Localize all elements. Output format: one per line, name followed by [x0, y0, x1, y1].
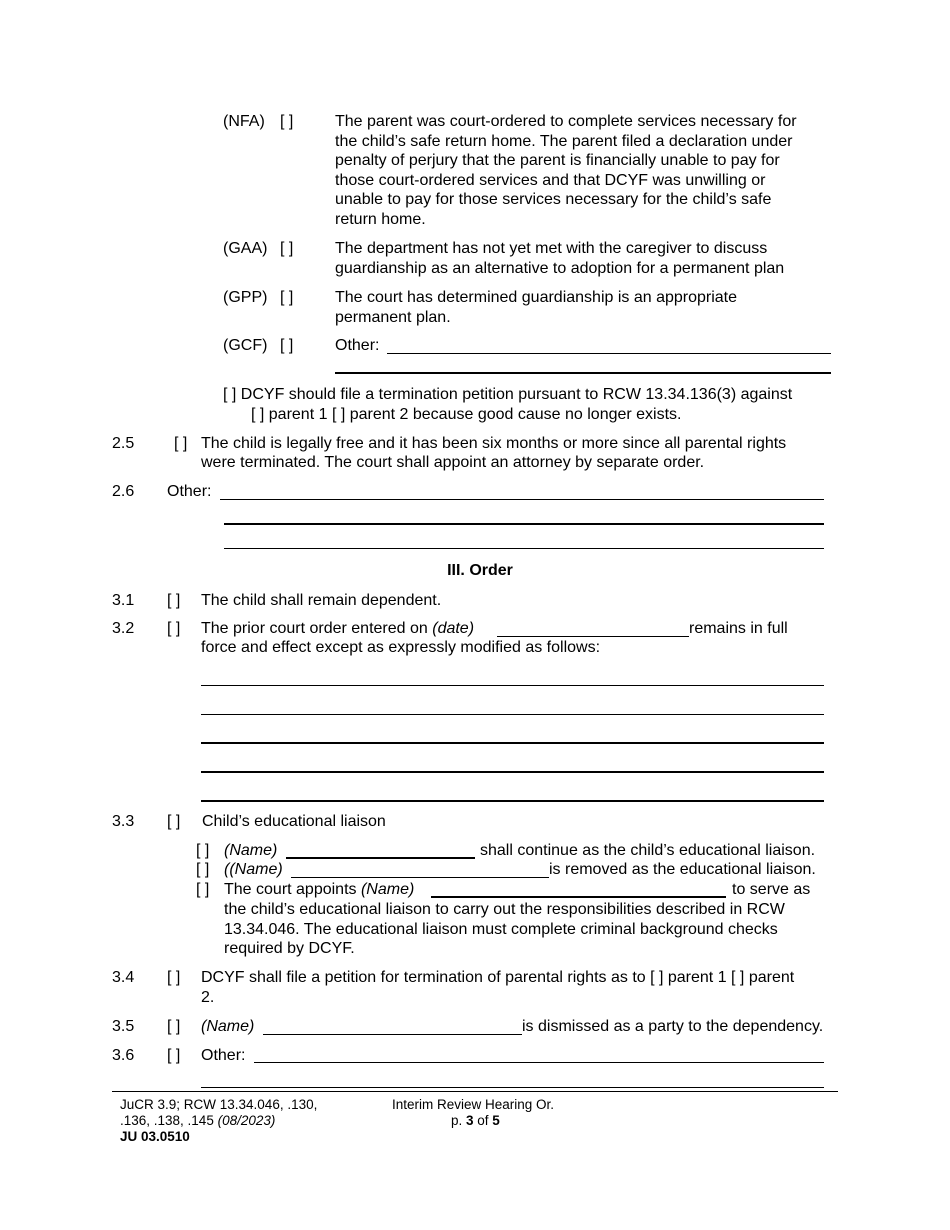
- gaa-line: The department has not yet met with the caregiver to discuss: [335, 240, 768, 257]
- gpp-checkbox[interactable]: [ ]: [280, 289, 294, 306]
- liaison-appoint-name-label: (Name): [360, 881, 415, 898]
- liaison-continue-name-label: (Name): [224, 842, 278, 859]
- liaison-appoint-pre-text: The court appoints: [224, 881, 361, 898]
- section-3-3-checkbox[interactable]: [ ]: [167, 813, 181, 830]
- footer-page-total: 5: [492, 1113, 500, 1128]
- liaison-appoint-line: the child’s educational liaison to carry out the responsibilities described in RCW: [224, 901, 785, 918]
- section-2-6-other-label: Other:: [167, 483, 212, 500]
- section-3-5-text: is dismissed as a party to the dependency.: [522, 1018, 824, 1035]
- section-3-2-modification-line[interactable]: [201, 800, 824, 802]
- section-3-2-modification-line[interactable]: [201, 714, 824, 715]
- section-3-2-line2: force and effect except as expressly modified as follows:: [201, 639, 601, 656]
- nfa-line: return home.: [335, 210, 426, 228]
- liaison-removed-name-field[interactable]: [291, 877, 549, 878]
- section-3-6-other-field-line2[interactable]: [201, 1087, 824, 1088]
- liaison-removed-checkbox[interactable]: [ ]: [196, 861, 210, 878]
- section-3-6-number: 3.6: [112, 1047, 135, 1064]
- gpp-line: permanent plan.: [335, 308, 451, 326]
- section-3-3-number: 3.3: [112, 813, 135, 830]
- section-3-4-number: 3.4: [112, 969, 135, 986]
- gaa-checkbox[interactable]: [ ]: [280, 240, 294, 257]
- footer-page-current: 3: [466, 1113, 474, 1128]
- footer-rule-line2: [120, 1113, 275, 1130]
- footer-divider: [112, 1091, 838, 1092]
- gcf-checkbox[interactable]: [ ]: [280, 337, 294, 354]
- footer-page-prefix: p.: [451, 1113, 467, 1128]
- nfa-line: unable to pay for those services necessary for the child’s safe: [335, 191, 772, 208]
- section-3-4-line1: DCYF shall file a petition for termination of parental rights as to [ ] parent 1 [ ] parent: [201, 969, 795, 986]
- section-3-6-other-label: Other:: [201, 1047, 246, 1064]
- section-3-2-line1: [201, 619, 474, 639]
- nfa-line: those court-ordered services and that DCYF was unwilling or: [335, 171, 766, 189]
- gpp-code: (GPP): [223, 289, 268, 306]
- section-3-4-line2: 2.: [201, 989, 215, 1006]
- section-2-5-line2: were terminated. The court shall appoint an attorney by separate order.: [201, 454, 705, 471]
- section-3-2-post: remains in full: [689, 620, 788, 637]
- section-2-6-other-field-line3[interactable]: [224, 548, 824, 549]
- section-3-3-title: Child’s educational liaison: [202, 813, 386, 830]
- footer-revision-date: (08/2023): [217, 1113, 276, 1128]
- nfa-text: [335, 112, 797, 229]
- section-3-5-checkbox[interactable]: [ ]: [167, 1018, 181, 1035]
- liaison-continue-text: shall continue as the child’s educational liaison.: [480, 842, 816, 859]
- section-3-5-name-field[interactable]: [263, 1034, 522, 1035]
- section-2-5-line1: The child is legally free and it has been six months or more since all parental rights: [201, 435, 787, 452]
- liaison-removed-name-label: ((Name): [224, 861, 283, 878]
- section-3-1-checkbox[interactable]: [ ]: [167, 592, 181, 609]
- liaison-appoint-line: required by DCYF.: [224, 940, 355, 957]
- liaison-appoint-pre: [224, 880, 414, 900]
- liaison-appoint-name-field[interactable]: [431, 896, 726, 898]
- section-2-5-checkbox[interactable]: [ ]: [174, 435, 188, 452]
- section-3-6-checkbox[interactable]: [ ]: [167, 1047, 181, 1064]
- gaa-text: [335, 239, 784, 278]
- termination-petition-line2: [ ] parent 1 [ ] parent 2 because good cause no longer exists.: [251, 406, 682, 423]
- footer-rule-line2-text: .136, .138, .145: [120, 1113, 218, 1128]
- footer-form-number: JU 03.0510: [120, 1129, 190, 1144]
- nfa-code: (NFA): [223, 113, 265, 130]
- section-2-5-number: 2.5: [112, 435, 135, 452]
- section-3-2-modification-line[interactable]: [201, 685, 824, 686]
- gcf-other-label: Other:: [335, 337, 380, 354]
- liaison-removed-text: is removed as the educational liaison.: [549, 861, 816, 878]
- nfa-line: the child’s safe return home. The parent filed a declaration under: [335, 132, 793, 150]
- footer-rule-line1: JuCR 3.9; RCW 13.34.046, .130,: [120, 1097, 318, 1112]
- liaison-appoint-post: to serve as: [732, 881, 811, 898]
- gcf-other-field-line2[interactable]: [335, 372, 831, 374]
- liaison-appoint-checkbox[interactable]: [ ]: [196, 881, 210, 898]
- nfa-line: The parent was court-ordered to complete services necessary for: [335, 113, 797, 130]
- section-2-6-other-field-line2[interactable]: [224, 523, 824, 525]
- section-3-2-checkbox[interactable]: [ ]: [167, 620, 181, 637]
- section-3-5-name-label: (Name): [201, 1018, 255, 1035]
- liaison-appoint-description: [224, 900, 785, 959]
- section-3-title: III. Order: [447, 562, 513, 579]
- section-3-1-number: 3.1: [112, 592, 135, 609]
- section-3-2-modification-line[interactable]: [201, 742, 824, 744]
- nfa-line: penalty of perjury that the parent is financially unable to pay for: [335, 152, 780, 169]
- gcf-other-field[interactable]: [387, 353, 831, 354]
- footer-page-of: of: [473, 1113, 493, 1128]
- section-2-6-other-field[interactable]: [220, 499, 824, 500]
- section-3-6-other-field[interactable]: [254, 1062, 824, 1063]
- footer-page-number: [451, 1113, 500, 1130]
- gaa-code: (GAA): [223, 240, 268, 257]
- section-3-1-text: The child shall remain dependent.: [201, 592, 442, 609]
- liaison-continue-name-field[interactable]: [286, 857, 475, 859]
- termination-petition-line1: [ ] DCYF should file a termination petition pursuant to RCW 13.34.136(3) against: [223, 386, 793, 403]
- section-3-5-number: 3.5: [112, 1018, 135, 1035]
- nfa-checkbox[interactable]: [ ]: [280, 113, 294, 130]
- gaa-line: guardianship as an alternative to adoption for a permanent plan: [335, 259, 785, 277]
- section-2-6-number: 2.6: [112, 483, 135, 500]
- section-3-2-date-label: (date): [432, 620, 475, 637]
- section-3-4-checkbox[interactable]: [ ]: [167, 969, 181, 986]
- liaison-appoint-line: 13.34.046. The educational liaison must complete criminal background checks: [224, 920, 778, 938]
- section-3-2-pre: The prior court order entered on: [201, 620, 433, 637]
- gcf-code: (GCF): [223, 337, 268, 354]
- liaison-continue-checkbox[interactable]: [ ]: [196, 842, 210, 859]
- section-3-2-number: 3.2: [112, 620, 135, 637]
- footer-form-title: Interim Review Hearing Or.: [392, 1097, 555, 1112]
- section-3-2-date-field[interactable]: [497, 636, 689, 637]
- section-3-2-modification-line[interactable]: [201, 771, 824, 773]
- gpp-line: The court has determined guardianship is an appropriate: [335, 289, 738, 306]
- gpp-text: [335, 288, 737, 327]
